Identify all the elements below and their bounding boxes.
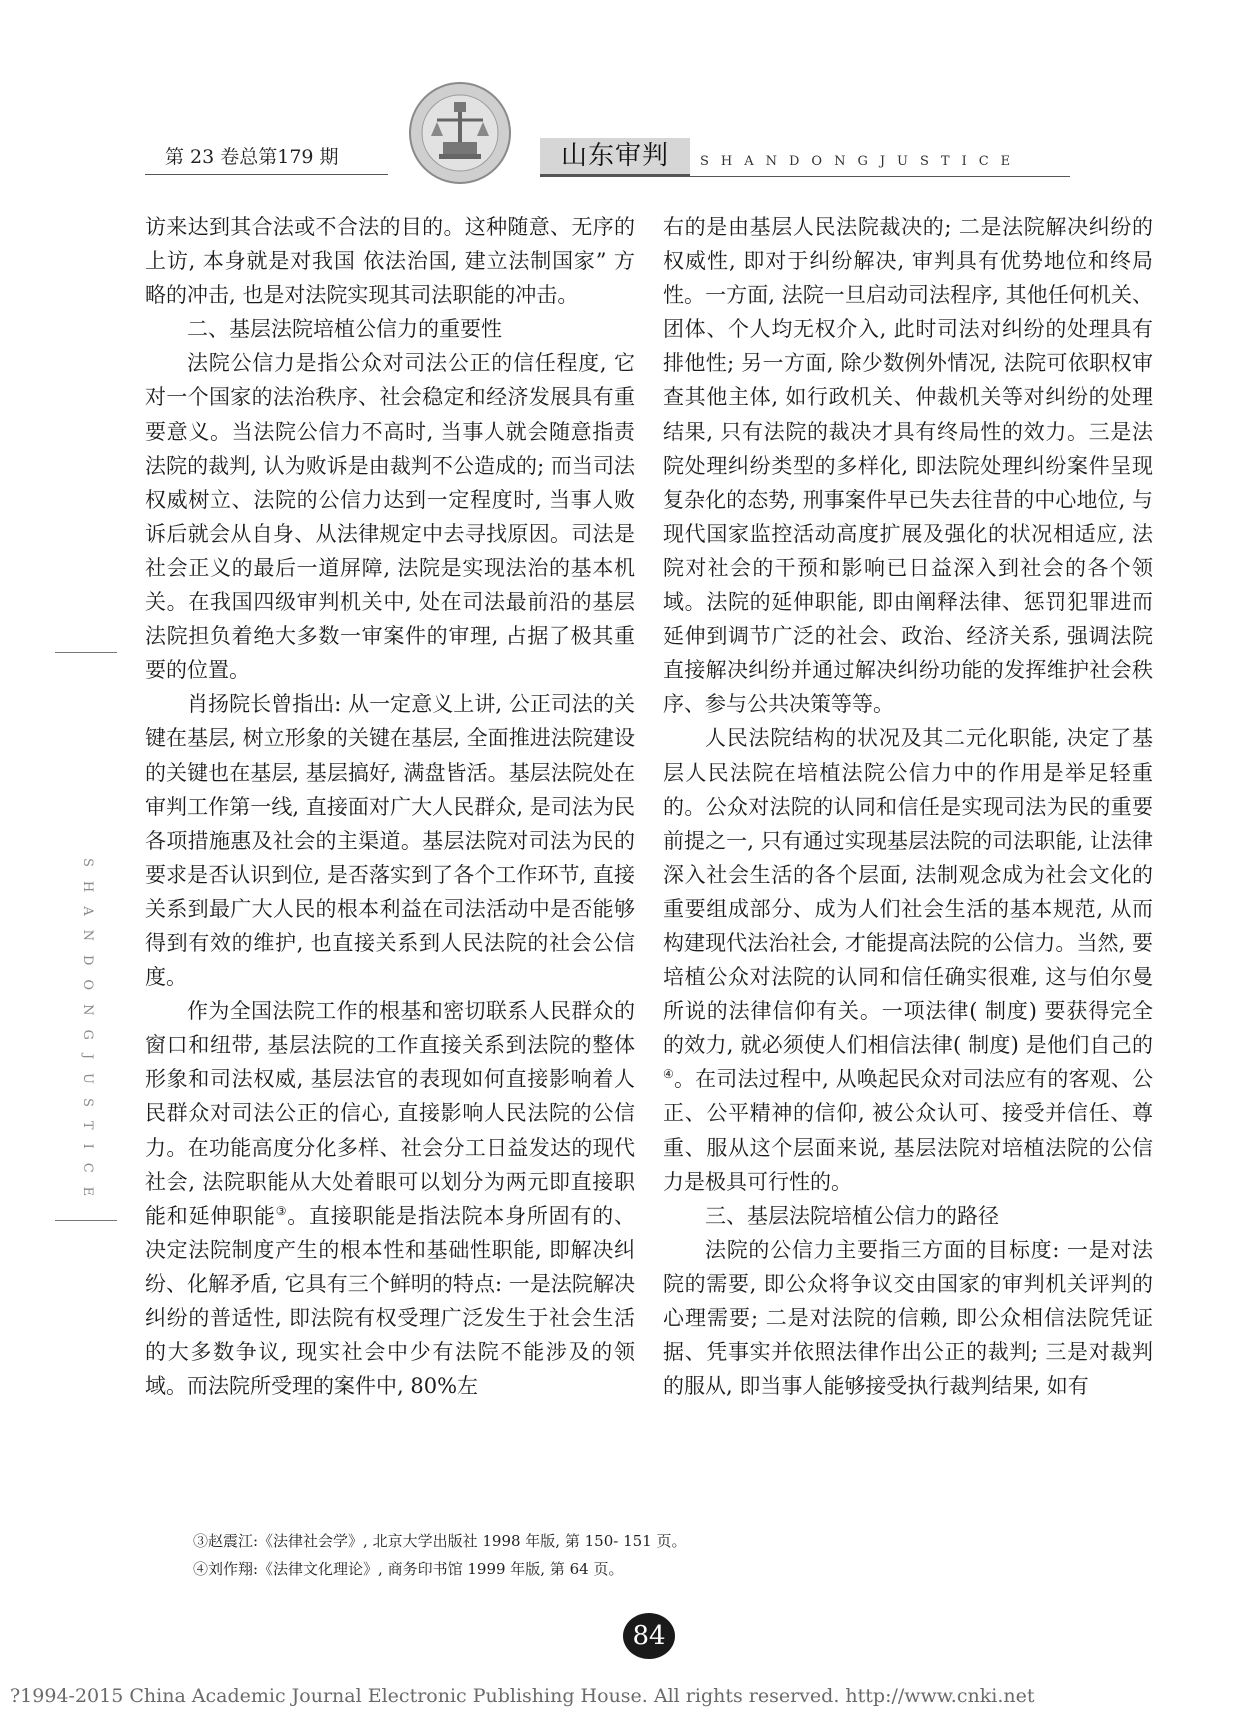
paragraph bbox=[145, 312, 635, 346]
paragraph-text: 法院的公信力主要指三方面的目标度: 一是对法院的需要, 即公众将争议交由国家的审判机关评判的心理需要; 二是对法院的信赖, 即公众相信法院凭证据、凭事实并依照法律作出公正的裁判; 三是对裁判的服从, 即当事人能够接受执行裁判结果, 如有 bbox=[663, 1237, 1153, 1399]
court-seal-logo bbox=[407, 80, 513, 186]
right-column bbox=[663, 210, 1153, 1403]
footnote-marker: ④ bbox=[663, 1067, 674, 1082]
copyright-notice: ?1994-2015 China Academic Journal Electronic Publishing House. All rights reserved. http://www.cnki.net bbox=[10, 1685, 1035, 1707]
paragraph-text: 访来达到其合法或不合法的目的。这种随意、无序的上访, 本身就是对我国 依法治国, 建立法制国家” 方略的冲击, 也是对法院实现其司法职能的冲击。 bbox=[145, 215, 635, 308]
paragraph bbox=[145, 687, 635, 994]
page-number: 84 bbox=[623, 1613, 675, 1659]
footnote-marker: ③ bbox=[275, 1203, 288, 1218]
paragraph-text: 。在司法过程中, 从唤起民众对司法应有的客观、公正、公平精神的信仰, 被公众认可、接受并信任、尊重、服从这个层面来说, 基层法院对培植法院的公信力是极具可行性的。 bbox=[663, 1067, 1153, 1194]
paragraph bbox=[145, 346, 635, 687]
footnote-3: ③赵震江:《法律社会学》, 北京大学出版社 1998 年版, 第 150- 151 页。 bbox=[193, 1532, 687, 1550]
issue-label: 第 23 卷总第179 期 bbox=[165, 146, 339, 168]
journal-title-cn: 山东审判 bbox=[540, 138, 690, 176]
paragraph-text: 。直接职能是指法院本身所固有的、决定法院制度产生的根本性和基础性职能, 即解决纠纷、化解矛盾, 它具有三个鲜明的特点: 一是法院解决纠纷的普适性, 即法院有权受理广泛发生于社会生活的大多数争议, 现实社会中少有法院不能涉及的领域。而法院所受理的案件中, 80%左 bbox=[145, 1203, 635, 1399]
header-rule-right bbox=[540, 176, 1070, 177]
journal-title-en: SHANDONGJUSTICE bbox=[700, 154, 1023, 169]
side-rule-bottom bbox=[55, 1220, 117, 1221]
paragraph-text: 右的是由基层人民法院裁决的; 二是法院解决纠纷的权威性, 即对于纠纷解决, 审判具有优势地位和终局性。一方面, 法院一旦启动司法程序, 其他任何机关、团体、个人均无权介入, 此时司法对纠纷的处理具有排他性; 另一方面, 除少数例外情况, 法院可依职权审查其他主体, 如行政机关、仲裁机关等对纠纷的处理结果, 只有法院的裁决才具有终局性的效力。三是法院处理纠纷类型的多样化, 即法院处理纠纷案件呈现复杂化的态势, 刑事案件早已失去往昔的中心地位, 与现代国家监控活动高度扩展及强化的状况相适应, 法院对社会的干预和影响已日益深入到社会的各个领域。法院的延伸职能, 即由阐释法律、惩罚犯罪进而延伸到调节广泛的社会、政治、经济关系, 强调法院直接解决纠纷并通过解决纠纷功能的发挥维护社会秩序、参与公共决策等等。 bbox=[663, 215, 1153, 717]
paragraph-text: 肖扬院长曾指出: 从一定意义上讲, 公正司法的关键在基层, 树立形象的关键在基层, 全面推进法院建设的关键也在基层, 基层搞好, 满盘皆活。基层法院处在审判工作第一线, 直接面对广大人民群众, 是司法为民各项措施惠及社会的主渠道。基层法院对司法为民的要求是否认识到位, 是否落实到了各个工作环节, 直接关系到最广大人民的根本利益在司法活动中是否能够得到有效的维护, 也直接关系到人民法院的社会公信度。 bbox=[145, 692, 635, 990]
paragraph bbox=[663, 1199, 1153, 1233]
left-column bbox=[145, 210, 635, 1403]
side-journal-text: SHANDONGJUSTICE bbox=[80, 858, 95, 1211]
header-rule-left bbox=[145, 174, 388, 175]
paragraph-text: 人民法院结构的状况及其二元化职能, 决定了基层人民法院在培植法院公信力中的作用是举足轻重的。公众对法院的认同和信任是实现司法为民的重要前提之一, 只有通过实现基层法院的司法职能, 让法律深入社会生活的各个层面, 法制观念成为社会文化的重要组成部分、成为人们社会生活的基本规范, 从而构建现代法治社会, 才能提高法院的公信力。当然, 要培植公众对法院的认同和信任确实很难, 这与伯尔曼所说的法律信仰有关。一项法律( 制度) 要获得完全的效力, 就必须使人们相信法律( 制度) 是他们自己的 bbox=[663, 726, 1153, 1058]
footnote-4: ④刘作翔:《法律文化理论》, 商务印书馆 1999 年版, 第 64 页。 bbox=[193, 1560, 624, 1578]
paragraph bbox=[145, 210, 635, 312]
paragraph-text: 三、基层法院培植公信力的路径 bbox=[705, 1203, 999, 1228]
paragraph bbox=[663, 210, 1153, 721]
paragraph-text: 作为全国法院工作的根基和密切联系人民群众的窗口和纽带, 基层法院的工作直接关系到法院的整体形象和司法权威, 基层法官的表现如何直接影响着人民群众对司法公正的信心, 直接影响人民法院的公信力。在功能高度分化多样、社会分工日益发达的现代社会, 法院职能从大处着眼可以划分为两元即直接职能和延伸职能 bbox=[145, 999, 635, 1228]
paragraph bbox=[145, 994, 635, 1403]
paragraph-text: 二、基层法院培植公信力的重要性 bbox=[187, 317, 502, 342]
footnotes bbox=[193, 1527, 686, 1583]
side-rule-top bbox=[55, 652, 117, 653]
paragraph-text: 法院公信力是指公众对司法公正的信任程度, 它对一个国家的法治秩序、社会稳定和经济发展具有重要意义。当法院公信力不高时, 当事人就会随意指责法院的裁判, 认为败诉是由裁判不公造成的; 而当司法权威树立、法院的公信力达到一定程度时, 当事人败诉后就会从自身、从法律规定中去寻找原因。司法是社会正义的最后一道屏障, 法院是实现法治的基本机关。在我国四级审判机关中, 处在司法最前沿的基层法院担负着绝大多数一审案件的审理, 占据了极其重要的位置。 bbox=[145, 351, 635, 683]
paragraph bbox=[663, 1233, 1153, 1403]
paragraph bbox=[663, 721, 1153, 1198]
